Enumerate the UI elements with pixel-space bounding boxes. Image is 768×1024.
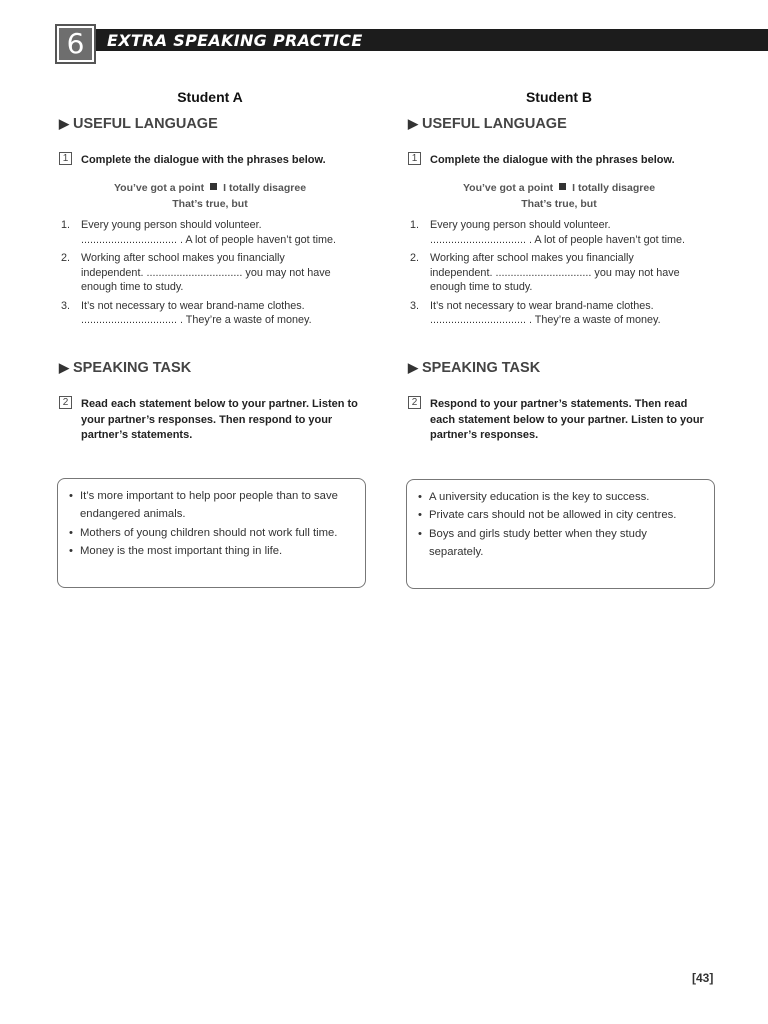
exercise-instruction: Respond to your partner’s statements. Then read each statement below to your partner. Listen to your partner’s responses. xyxy=(430,398,704,441)
heading-label: SPEAKING TASK xyxy=(73,360,192,376)
phrase: You’ve got a point xyxy=(113,182,205,194)
exercise-instruction: Complete the dialogue with the phrases below. xyxy=(430,154,675,166)
dialogue-list xyxy=(406,218,706,332)
phrase: I totally disagree xyxy=(223,182,307,194)
square-bullet-icon xyxy=(559,183,566,190)
item-text-cont: independent. ................................ you may not have enough time to study. xyxy=(81,266,331,293)
statements-box xyxy=(406,479,715,589)
exercise-number: 1 xyxy=(59,152,72,165)
useful-language-heading xyxy=(59,116,218,132)
bullet-icon: • xyxy=(418,527,422,540)
dialogue-list xyxy=(57,218,357,332)
phrase-box xyxy=(406,180,712,212)
item-text-cont: ................................ . They’re a waste of money. xyxy=(430,314,661,326)
list-item xyxy=(406,218,706,247)
item-text: It’s not necessary to wear brand-name clothes. xyxy=(81,299,305,312)
triangle-arrow-icon: ▶ xyxy=(59,360,69,375)
triangle-arrow-icon: ▶ xyxy=(408,116,418,131)
triangle-arrow-icon: ▶ xyxy=(408,360,418,375)
list-item xyxy=(57,251,357,295)
phrase: I totally disagree xyxy=(572,182,656,194)
item-number: 3. xyxy=(410,299,420,312)
heading-label: SPEAKING TASK xyxy=(422,360,541,376)
item-number: 3. xyxy=(61,299,71,312)
statement-text: A university education is the key to success. xyxy=(429,491,650,503)
statement-text: It’s more important to help poor people than to save endangered animals. xyxy=(80,490,338,521)
statement-item xyxy=(417,506,704,524)
statement-text: Boys and girls study better when they study separately. xyxy=(429,527,647,558)
list-item xyxy=(57,299,357,328)
square-bullet-icon xyxy=(210,183,217,190)
heading-label: USEFUL LANGUAGE xyxy=(422,116,567,132)
list-item xyxy=(57,218,357,247)
speaking-task-heading xyxy=(59,360,191,376)
exercise-number: 2 xyxy=(59,396,72,409)
student-b-column xyxy=(406,0,726,1024)
page-number: [43] xyxy=(692,971,714,985)
statement-text: Money is the most important thing in life. xyxy=(80,544,283,557)
item-number: 1. xyxy=(410,219,420,231)
unit-number: 6 xyxy=(59,28,92,60)
student-title: Student A xyxy=(177,89,243,105)
statement-item xyxy=(417,525,704,562)
triangle-arrow-icon: ▶ xyxy=(59,116,69,131)
item-text: Every young person should volunteer. xyxy=(81,219,262,231)
item-number: 2. xyxy=(61,252,71,264)
phrase: You’ve got a point xyxy=(462,182,554,194)
phrase-line xyxy=(406,180,712,196)
list-item xyxy=(406,251,706,295)
item-text: It’s not necessary to wear brand-name clothes. xyxy=(430,299,654,312)
item-text-cont: ................................ . A lot of people haven’t got time. xyxy=(81,233,337,246)
statement-item xyxy=(68,524,355,542)
exercise-number: 1 xyxy=(408,152,421,165)
item-number: 2. xyxy=(410,252,420,264)
statement-item xyxy=(68,487,355,524)
item-number: 1. xyxy=(61,219,71,231)
bullet-icon: • xyxy=(418,491,422,503)
student-a-column xyxy=(57,0,377,1024)
student-title: Student B xyxy=(525,89,593,105)
exercise-number: 2 xyxy=(408,396,421,409)
phrase-line xyxy=(57,180,363,196)
list-item xyxy=(406,299,706,328)
item-text-cont: ................................ . A lot of people haven’t got time. xyxy=(430,233,686,246)
statement-text: Mothers of young children should not work full time. xyxy=(80,526,338,539)
page-title: EXTRA SPEAKING PRACTICE xyxy=(107,31,363,50)
bullet-icon: • xyxy=(69,490,73,502)
item-text: Every young person should volunteer. xyxy=(430,219,611,231)
useful-language-heading xyxy=(408,116,567,132)
exercise-instruction: Read each statement below to your partner. Listen to your partner’s responses. Then respond to your partner’s statements. xyxy=(81,398,358,441)
statement-item xyxy=(417,488,704,506)
phrase: That’s true, but xyxy=(521,198,597,210)
heading-label: USEFUL LANGUAGE xyxy=(73,116,218,132)
bullet-icon: • xyxy=(69,526,73,539)
statement-item xyxy=(68,542,355,560)
item-text: Working after school makes you financially xyxy=(81,252,285,264)
bullet-icon: • xyxy=(69,544,73,557)
statement-text: Private cars should not be allowed in city centres. xyxy=(429,509,677,522)
statements-box xyxy=(57,478,366,588)
phrase-box xyxy=(57,180,363,212)
exercise-instruction: Complete the dialogue with the phrases below. xyxy=(81,154,326,166)
item-text: Working after school makes you financially xyxy=(430,252,634,264)
item-text-cont: ................................ . They’re a waste of money. xyxy=(81,314,312,326)
speaking-task-heading xyxy=(408,360,540,376)
item-text-cont: independent. ................................ you may not have enough time to study. xyxy=(430,266,680,293)
bullet-icon: • xyxy=(418,509,422,522)
phrase: That’s true, but xyxy=(172,198,248,210)
